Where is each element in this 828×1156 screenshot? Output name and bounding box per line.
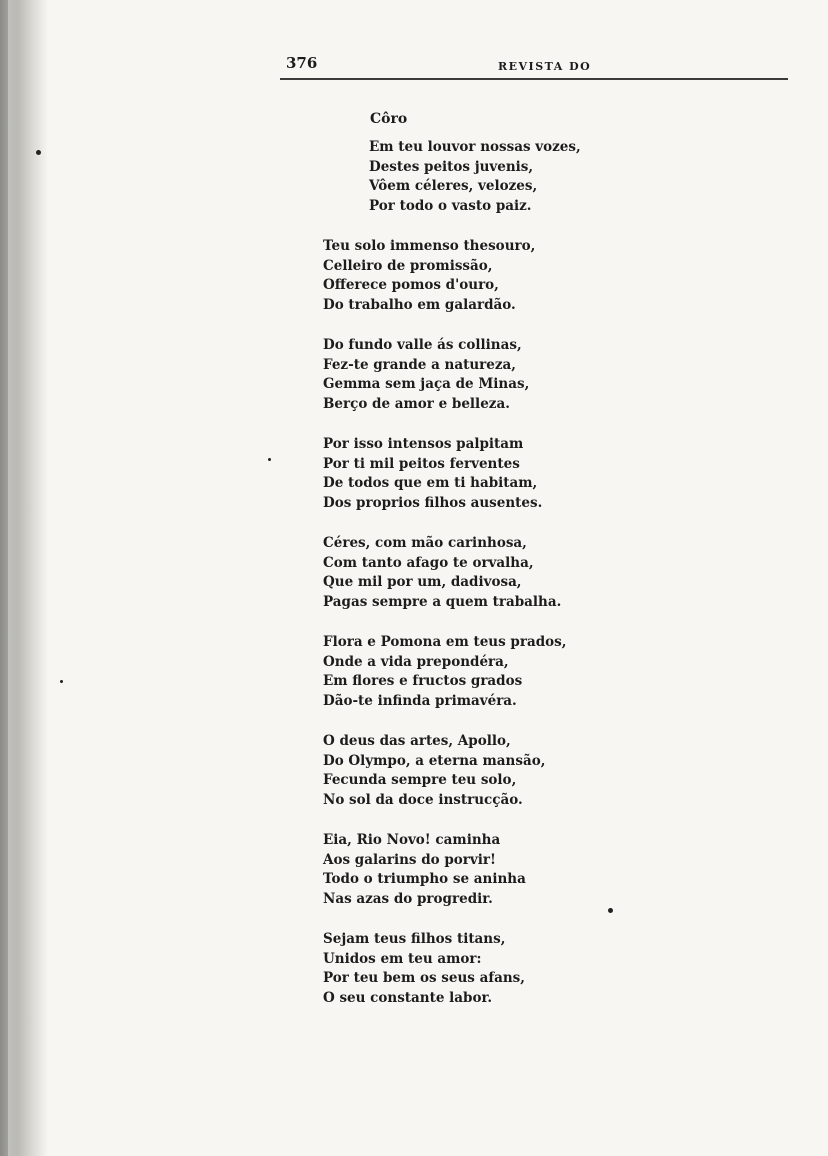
poem xyxy=(323,110,763,1029)
stanza xyxy=(323,930,763,1008)
verse-line: Pagas sempre a quem trabalha. xyxy=(323,593,562,610)
verse-line: Eia, Rio Novo! caminha xyxy=(323,832,501,848)
verse-line: Por ti mil peitos ferventes xyxy=(323,455,520,472)
verse-line: Unidos em teu amor: xyxy=(323,950,482,967)
verse-line: O seu constante labor. xyxy=(323,989,493,1006)
verse-line: Do fundo valle ás collinas, xyxy=(323,337,522,353)
verse-line: Dão-te infinda primavéra. xyxy=(323,692,517,709)
print-speck xyxy=(608,908,613,913)
verse-line: Com tanto afago te orvalha, xyxy=(323,554,534,571)
verse-line: No sol da doce instrucção. xyxy=(323,791,523,808)
verse-line: Em teu louvor nossas vozes, xyxy=(369,139,581,155)
verse-line: Offerece pomos d'ouro, xyxy=(323,277,499,293)
stanza-chorus xyxy=(369,138,763,216)
verse-line: Flora e Pomona em teus prados, xyxy=(323,634,567,650)
stanza xyxy=(323,534,763,612)
stanza xyxy=(323,435,763,513)
stanza xyxy=(323,237,763,315)
running-title: REVISTA DO xyxy=(498,60,592,73)
verse-line: Celleiro de promissão, xyxy=(323,257,493,274)
verse-line: Berço de amor e belleza. xyxy=(323,395,510,412)
verse-line: Por isso intensos palpitam xyxy=(323,436,524,452)
print-speck xyxy=(36,150,41,155)
verse-line: Céres, com mão carinhosa, xyxy=(323,535,527,551)
verse-line: Dos proprios filhos ausentes. xyxy=(323,494,543,511)
print-speck xyxy=(268,458,271,461)
stanza xyxy=(323,831,763,909)
page-header xyxy=(280,52,790,82)
page-binding-shadow xyxy=(0,0,48,1156)
verse-line: Por teu bem os seus afans, xyxy=(323,970,525,986)
verse-line: Gemma sem jaça de Minas, xyxy=(323,376,530,392)
verse-line: Onde a vida prepondéra, xyxy=(323,653,509,670)
verse-line: Fecunda sempre teu solo, xyxy=(323,772,517,788)
verse-line: Sejam teus filhos titans, xyxy=(323,931,506,947)
verse-line: Do trabalho em galardão. xyxy=(323,296,516,313)
verse-line: Em flores e fructos grados xyxy=(323,673,523,689)
verse-line: Teu solo immenso thesouro, xyxy=(323,238,536,254)
verse-line: Do Olympo, a eterna mansão, xyxy=(323,752,546,769)
verse-line: De todos que em ti habitam, xyxy=(323,475,538,491)
verse-line: Por todo o vasto paiz. xyxy=(369,197,532,214)
verse-line: Destes peitos juvenis, xyxy=(369,158,534,175)
stanza xyxy=(323,732,763,810)
verse-line: Aos galarins do porvir! xyxy=(323,851,496,868)
page-number: 376 xyxy=(286,54,318,72)
stanza xyxy=(323,633,763,711)
verse-line: Vôem céleres, velozes, xyxy=(369,178,538,194)
verse-line: Todo o triumpho se aninha xyxy=(323,871,526,887)
header-rule xyxy=(280,78,788,80)
verse-line: Que mil por um, dadivosa, xyxy=(323,574,522,590)
stanza xyxy=(323,336,763,414)
verse-line: Fez-te grande a natureza, xyxy=(323,356,516,373)
verse-line: Nas azas do progredir. xyxy=(323,890,493,907)
verse-line: O deus das artes, Apollo, xyxy=(323,733,511,749)
print-speck xyxy=(60,680,63,683)
poem-title: Côro xyxy=(370,111,408,127)
